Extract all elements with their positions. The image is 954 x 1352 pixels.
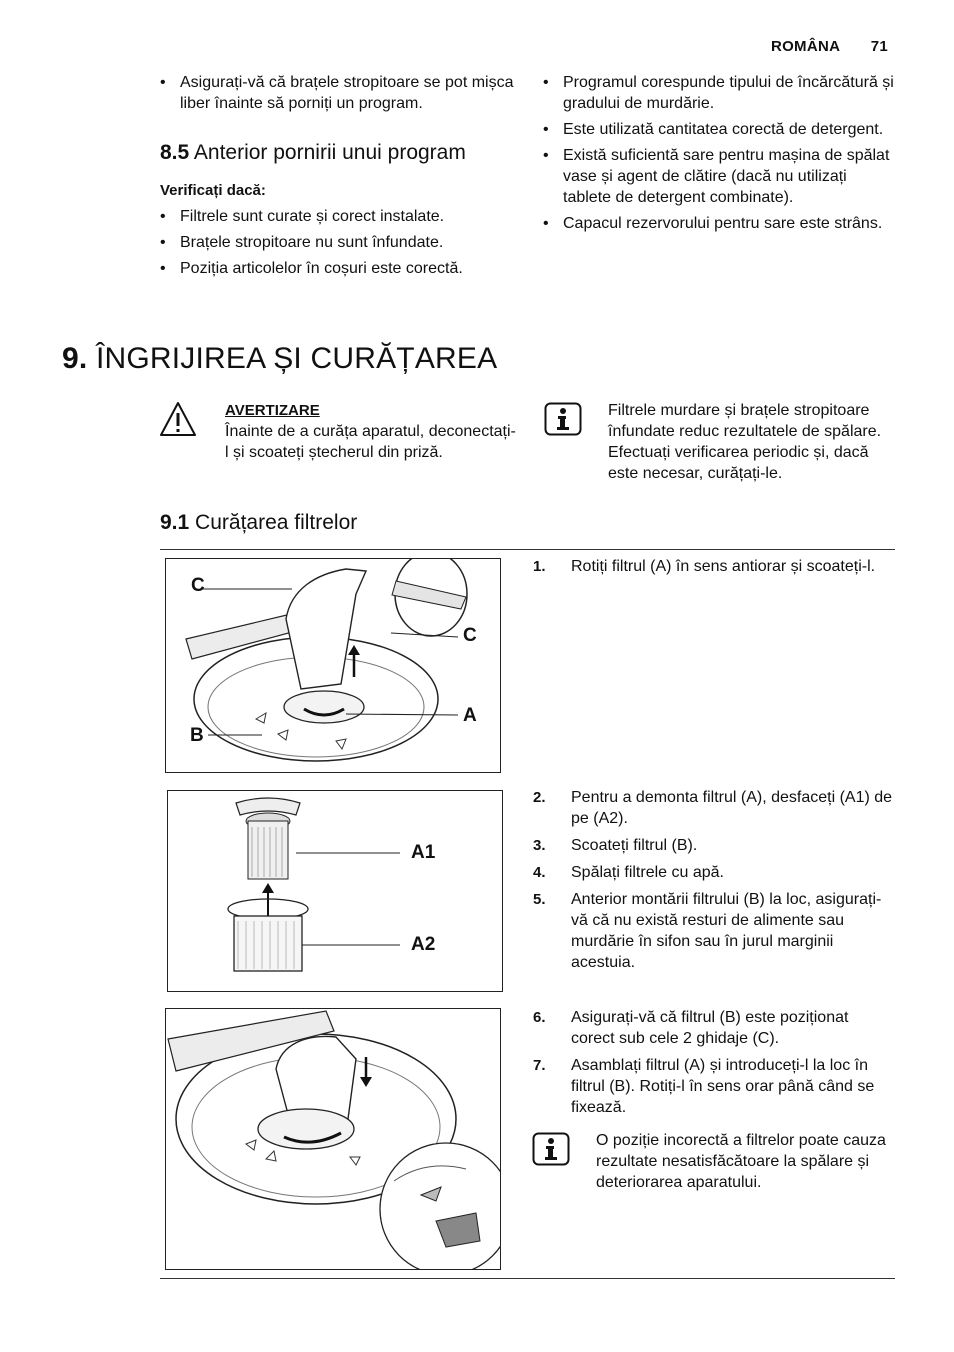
list-item: • Este utilizată cantitatea corectă de detergent.	[543, 119, 898, 140]
step-item	[533, 835, 895, 856]
chapter-number: 9.	[62, 342, 88, 375]
figure-remove-filter	[165, 558, 501, 773]
steps-group-2	[533, 787, 895, 979]
intro-block	[160, 72, 515, 119]
page-header	[771, 38, 888, 55]
header-language: ROMÂNA	[770, 38, 841, 55]
steps-list-2	[533, 787, 895, 973]
list-item: • Programul corespunde tipului de încărcătură și gradului de murdărie.	[543, 72, 898, 114]
subsection-title: Curățarea filtrelor	[195, 511, 358, 534]
section-8-5-heading	[160, 141, 466, 165]
label-a: A	[463, 705, 477, 726]
page-number: 71	[870, 38, 888, 55]
section-title: Anterior pornirii unui program	[193, 141, 466, 164]
label-b: B	[190, 725, 204, 746]
info-icon	[532, 1132, 570, 1171]
step-number: 5.	[533, 891, 546, 908]
step-number: 4.	[533, 864, 546, 881]
step-text: Rotiți filtrul (A) în sens antiorar și scoateți-l.	[571, 558, 876, 575]
step-item	[533, 787, 895, 829]
list-item: • Capacul rezervorului pentru sare este strâns.	[543, 213, 898, 234]
step-text: Asamblați filtrul (A) și introduceți-l la loc în filtrul (B). Rotiți-l în sens orar până când se fixează.	[571, 1057, 875, 1116]
step-number: 2.	[533, 789, 546, 806]
info-text: Filtrele murdare și brațele stropitoare înfundate reduc rezultatele de spălare. Efectuați verificarea periodic și, dacă este necesar, curățați-le.	[608, 402, 882, 482]
warning-triangle-icon	[158, 400, 198, 443]
label-a2: A2	[411, 934, 436, 955]
step-number: 3.	[533, 837, 546, 854]
step-item	[533, 862, 895, 883]
step-number: 7.	[533, 1057, 546, 1074]
left-bullet-list	[160, 206, 515, 279]
warning-box	[225, 400, 517, 463]
step-text: Pentru a demonta filtrul (A), desfaceți (A1) de pe (A2).	[571, 789, 893, 827]
list-item: • Poziția articolelor în coșuri este corectă.	[160, 258, 515, 279]
info-icon	[544, 402, 582, 441]
label-a1: A1	[411, 842, 436, 863]
label-c-left: C	[191, 575, 205, 596]
step-number: 1.	[533, 558, 546, 575]
figure-reassemble-filter	[165, 1008, 501, 1270]
top-rule	[160, 549, 895, 550]
step-item	[533, 556, 895, 577]
steps-list-3	[533, 1007, 895, 1118]
step-item	[533, 1055, 895, 1118]
chapter-9-heading	[62, 342, 497, 376]
section-9-1-heading	[160, 511, 357, 535]
subsection-number: 9.1	[160, 511, 190, 534]
label-c-right: C	[463, 625, 477, 646]
step-item	[533, 889, 895, 973]
step-number: 6.	[533, 1009, 546, 1026]
warning-text: Înainte de a curăța aparatul, deconectați-l și scoateți ștecherul din priză.	[225, 423, 516, 461]
right-bullet-list	[543, 72, 898, 234]
step-text: Scoateți filtrul (B).	[571, 837, 698, 854]
left-checklist	[160, 206, 515, 284]
chapter-title: ÎNGRIJIREA ȘI CURĂȚAREA	[95, 342, 498, 375]
steps-list-1	[533, 556, 895, 577]
list-item: • Brațele stropitoare nu sunt înfundate.	[160, 232, 515, 253]
step-item	[533, 1007, 895, 1049]
step-text: Asigurați-vă că filtrul (B) este poziționat corect sub cele 2 ghidaje (C).	[571, 1009, 849, 1047]
right-checklist	[543, 72, 898, 239]
bottom-rule	[160, 1278, 895, 1279]
section-number: 8.5	[160, 141, 190, 164]
step-text: Spălați filtrele cu apă.	[571, 864, 724, 881]
check-label: Verificați dacă:	[160, 182, 266, 199]
warning-title: AVERTIZARE	[225, 402, 320, 419]
step-text: Anterior montării filtrului (B) la loc, asigurați-vă că nu există resturi de alimente sau murdărie în sifon sau în jurul marginii acestuia.	[571, 891, 882, 971]
list-item: • Există suficientă sare pentru mașina de spălat vase și agent de clătire (dacă nu utilizați tablete de detergent combinate).	[543, 145, 898, 208]
info-note: O poziție incorectă a filtrelor poate cauza rezultate nesatisfăcătoare la spălare și deteriorarea aparatului.	[596, 1132, 886, 1191]
steps-group-1	[533, 556, 895, 583]
list-item: • Filtrele sunt curate și corect instalate.	[160, 206, 515, 227]
steps-group-3	[533, 1007, 895, 1124]
figure-disassemble-filter	[167, 790, 503, 992]
intro-list	[160, 72, 515, 114]
intro-bullet: • Asigurați-vă că brațele stropitoare se pot mișca liber înainte să porniți un program.	[160, 72, 515, 114]
